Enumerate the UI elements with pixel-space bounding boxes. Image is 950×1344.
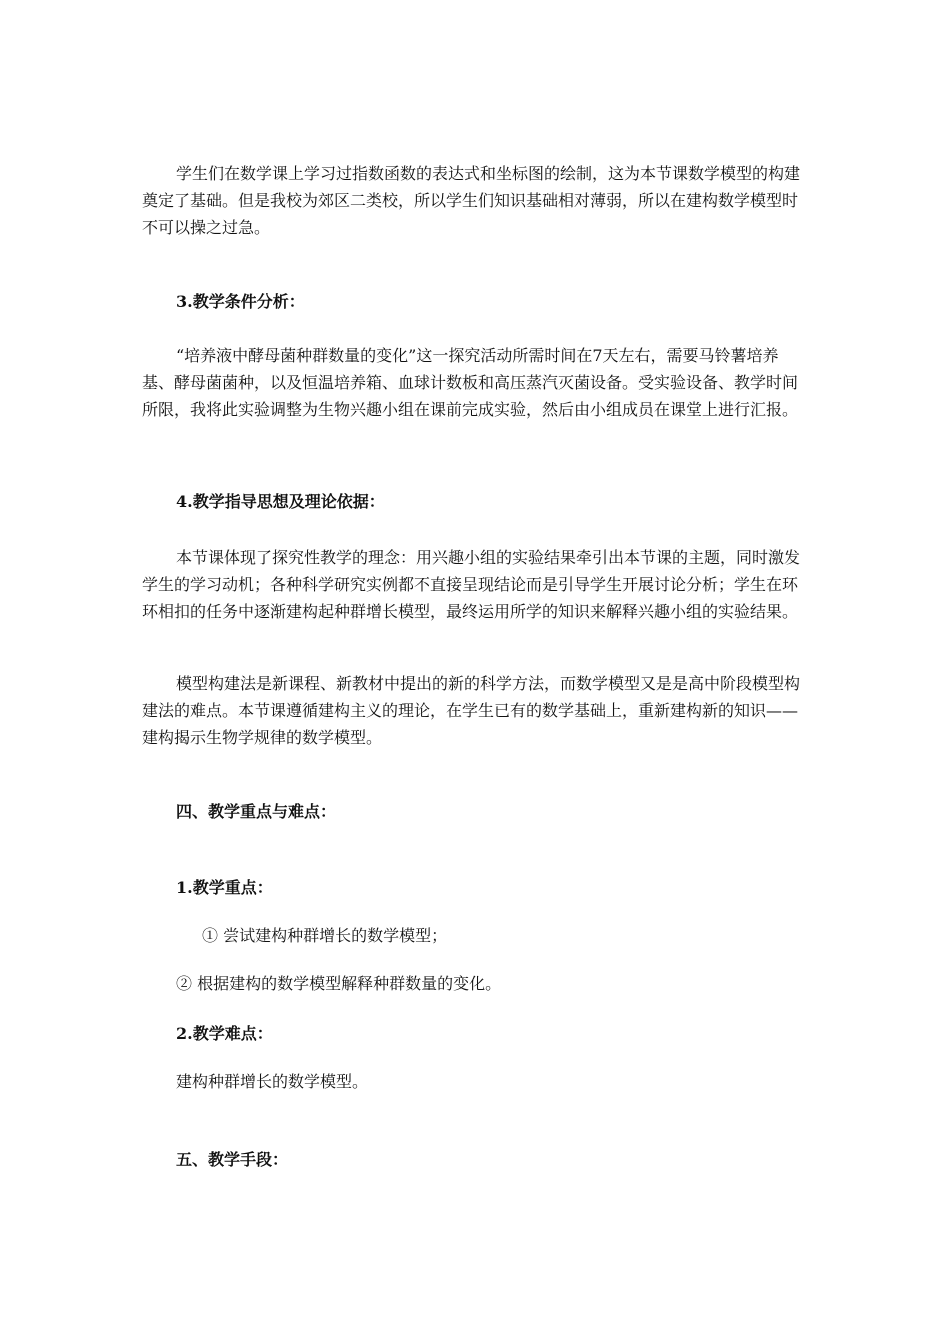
heading-key-points: 1.教学重点： <box>176 878 273 897</box>
paragraph-conditions: “培养液中酵母菌种群数量的变化”这一探究活动所需时间在7天左右，需要马铃薯培养基、酵母菌菌种，以及恒温培养箱、血球计数板和高压蒸汽灭菌设备。受实验设备、教学时间所限，我将此实验调整为生物兴趣小组在课前完成实验，然后由小组成员在课堂上进行汇报。 <box>142 346 799 419</box>
paragraph-math-foundation: 学生们在数学课上学习过指数函数的表达式和坐标图的绘制，这为本节课数学模型的构建奠定了基础。但是我校为郊区二类校，所以学生们知识基础相对薄弱，所以在建构数学模型时不可以操之过急。 <box>142 164 801 237</box>
heading-difficult-points: 2.教学难点： <box>176 1024 273 1043</box>
heading-key-difficult-points: 四、教学重点与难点： <box>176 802 337 821</box>
key-point-2: ② 根据建构的数学模型解释种群数量的变化。 <box>176 974 502 993</box>
difficult-point-1: 建构种群增长的数学模型。 <box>176 1072 369 1091</box>
heading-teaching-conditions: 3.教学条件分析： <box>176 292 305 311</box>
key-point-1: ① 尝试建构种群增长的数学模型； <box>202 926 448 945</box>
paragraph-model-building: 模型构建法是新课程、新教材中提出的新的科学方法，而数学模型又是是高中阶段模型构建法的难点。本节课遵循建构主义的理论，在学生已有的数学基础上，重新建构新的知识——建构揭示生物学规律的数学模型。 <box>142 674 801 747</box>
heading-teaching-means: 五、教学手段： <box>176 1150 289 1169</box>
heading-guiding-theory: 4.教学指导思想及理论依据： <box>176 492 385 511</box>
paragraph-inquiry-teaching: 本节课体现了探究性教学的理念：用兴趣小组的实验结果牵引出本节课的主题，同时激发学生的学习动机；各种科学研究实例都不直接呈现结论而是引导学生开展讨论分析；学生在环环相扣的任务中逐渐建构起种群增长模型，最终运用所学的知识来解释兴趣小组的实验结果。 <box>142 548 801 621</box>
